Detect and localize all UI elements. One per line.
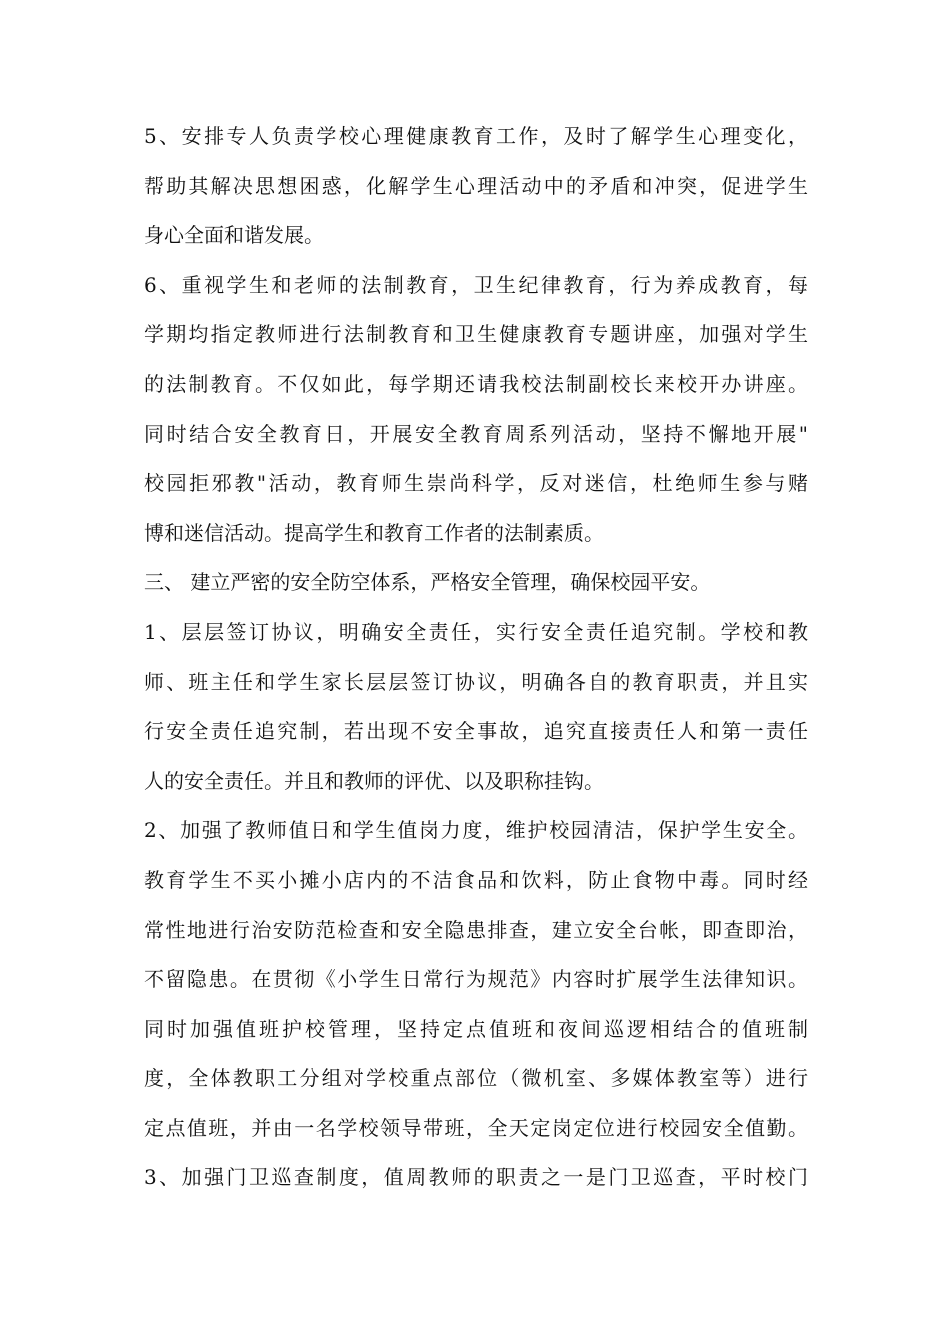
text-line-03: 身心全面和谐发展。 bbox=[144, 223, 324, 248]
text-line-19: 同时加强值班护校管理，坚持定点值班和夜间巡逻相结合的值班制 bbox=[144, 1016, 808, 1041]
text-line-12: 师、班主任和学生家长层层签订协议，明确各自的教育职责，并且实 bbox=[144, 669, 808, 694]
text-line-13: 行安全责任追究制，若出现不安全事故，追究直接责任人和第一责任 bbox=[144, 719, 808, 744]
text-line-20: 度，全体教职工分组对学校重点部位（微机室、多媒体教室等）进行 bbox=[144, 1066, 808, 1091]
text-line-04: 6、重视学生和老师的法制教育，卫生纪律教育，行为养成教育，每 bbox=[144, 272, 808, 297]
text-line-21: 定点值班，并由一名学校领导带班，全天定岗定位进行校园安全值勤。 bbox=[144, 1115, 808, 1140]
text-line-08: 校园拒邪教"活动，教育师生崇尚科学，反对迷信，杜绝师生参与赌 bbox=[144, 471, 808, 496]
text-line-07: 同时结合安全教育日，开展安全教育周系列活动，坚持不懈地开展" bbox=[144, 421, 808, 446]
text-line-09: 博和迷信活动。提高学生和教育工作者的法制素质。 bbox=[144, 520, 604, 545]
text-line-16: 教育学生不买小摊小店内的不洁食品和饮料，防止食物中毒。同时经 bbox=[144, 867, 808, 892]
text-line-05: 学期均指定教师进行法制教育和卫生健康教育专题讲座，加强对学生 bbox=[144, 322, 808, 347]
text-line-14: 人的安全责任。并且和教师的评优、以及职称挂钩。 bbox=[144, 768, 604, 793]
text-line-01: 5、安排专人负责学校心理健康教育工作，及时了解学生心理变化， bbox=[144, 124, 808, 148]
section-heading: 三、 建立严密的安全防空体系，严格安全管理，确保校园平安。 bbox=[144, 570, 711, 595]
text-line-11: 1、层层签订协议，明确安全责任，实行安全责任追究制。学校和教 bbox=[144, 619, 808, 644]
text-line-17: 常性地进行治安防范检查和安全隐患排查，建立安全台帐，即查即治， bbox=[144, 917, 808, 942]
text-line-06: 的法制教育。不仅如此，每学期还请我校法制副校长来校开办讲座。 bbox=[144, 371, 808, 396]
text-line-15: 2、加强了教师值日和学生值岗力度，维护校园清洁，保护学生安全。 bbox=[144, 818, 808, 843]
text-line-18: 不留隐患。在贯彻《小学生日常行为规范》内容时扩展学生法律知识。 bbox=[144, 967, 808, 992]
document-page bbox=[144, 112, 808, 1203]
text-line-02: 帮助其解决思想困惑，化解学生心理活动中的矛盾和冲突，促进学生 bbox=[144, 173, 808, 198]
text-line-22: 3、加强门卫巡查制度，值周教师的职责之一是门卫巡查，平时校门 bbox=[144, 1165, 808, 1190]
